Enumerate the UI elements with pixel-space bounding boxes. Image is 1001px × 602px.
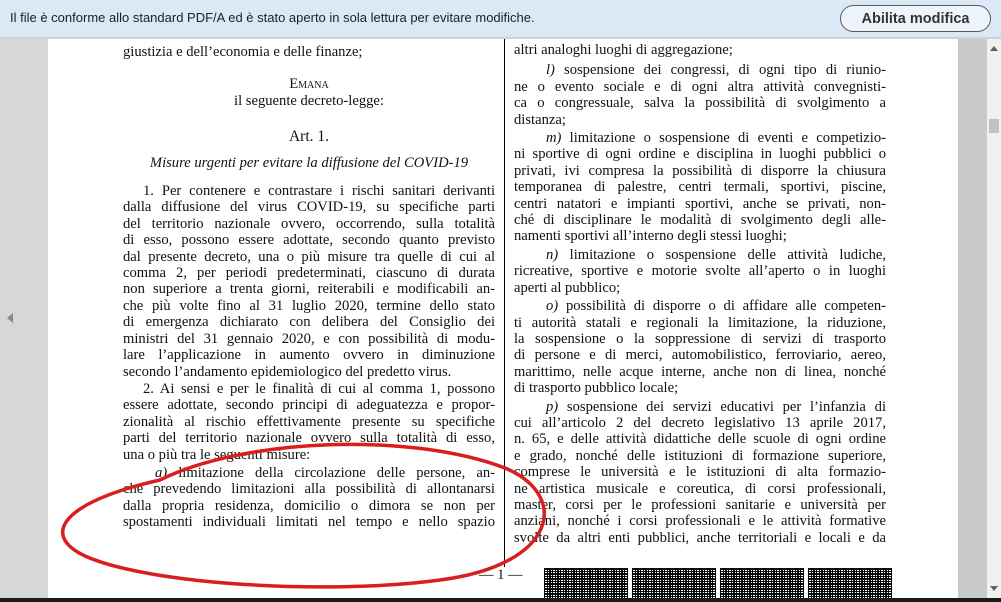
window-bottom-edge: [0, 598, 1001, 602]
item-a-line: spostamenti individuali limitati nel tempo e nello spazio: [123, 514, 495, 531]
previous-page-strip: [0, 39, 48, 602]
item-m-line: ché di disciplinare le modalità di svolgimento degli alle-: [514, 212, 886, 229]
p1-line: ministri del 31 gennaio 2020, e con possibilità di modu-: [123, 330, 495, 347]
next-page-strip: [958, 39, 987, 602]
datamatrix-code: [808, 568, 892, 602]
enable-editing-button[interactable]: Abilita modifica: [840, 5, 991, 32]
item-m-line: namenti sportivi all’interno degli stessi luoghi;: [514, 228, 787, 245]
notification-message: Il file è conforme allo standard PDF/A ed è stato aperto in sola lettura per evitare modifiche.: [10, 10, 535, 25]
p1-line: di emergenza dichiarato con delibera del Consiglio dei: [123, 314, 495, 331]
item-m-line: privati, ivi compresa la possibilità di disporre la chiusura: [514, 162, 886, 179]
item-n-line: aperti al pubblico;: [514, 279, 621, 296]
item-m-text: limitazione o sospensione di eventi e competizio-: [561, 130, 886, 147]
item-m-line: temporanea di palestre, centri termali, sportivi, piscine,: [514, 179, 886, 196]
p1-line: 1. Per contenere e contrastare i rischi sanitari derivanti: [143, 183, 495, 200]
p1-line: comma 2, per periodi predeterminati, ciascuno di durata: [123, 265, 495, 282]
paragraph-a: [123, 465, 495, 531]
p1-line: lare l’applicazione in aumento ovvero in diminuzione: [123, 347, 495, 364]
item-o-text: possibilità di disporre o di affidare alle competen-: [558, 298, 886, 315]
p1-line: secondo l’andamento epidemiologico del predetto virus.: [123, 363, 452, 380]
datamatrix-code: [544, 568, 628, 602]
item-p-line: cui all’articolo 2 del decreto legislativo 13 aprile 2017,: [514, 414, 886, 431]
item-p-text: sospensione dei servizi educativi per l’infanzia di: [558, 398, 886, 415]
p1-line: dalla diffusione del virus COVID-19, su specifiche parti: [123, 199, 495, 216]
item-l-line: ca o congressuale, salva la possibilità di svolgimento a: [514, 95, 886, 112]
item-m: [514, 130, 886, 245]
item-o-line: di trasporto pubblico locale;: [514, 380, 679, 397]
item-m-line: ni sportive di ogni ordine e disciplina in luoghi pubblici o: [514, 146, 886, 163]
item-a-line: [123, 465, 495, 481]
article-title: Art. 1.: [288, 128, 330, 146]
datamatrix-code: [632, 568, 716, 602]
item-o-letter: o): [546, 298, 559, 315]
item-p: [514, 399, 886, 547]
scroll-thumb[interactable]: [989, 119, 999, 133]
p1-line: non superiore a trenta giorni, reiterabili e modificabili an-: [123, 281, 495, 298]
p1-line: dal presente decreto, una o più misure tra quelle di cui al: [123, 248, 495, 265]
readonly-notification-bar: [0, 0, 1001, 38]
item-o-line: la sospensione o la soppressione di servizi di trasporto: [514, 330, 886, 347]
emana-heading: Emana: [289, 76, 329, 93]
p2-line: 2. Ai sensi e per le finalità di cui al comma 1, possono: [143, 380, 495, 397]
intro-line: giustizia e dell’economia e delle finanze;: [123, 44, 363, 60]
item-m-letter: m): [546, 130, 562, 147]
item-a-line: dalla propria residenza, domicilio o dimora se non per: [123, 497, 495, 514]
item-m-line: centri natatori e impianti sportivi, anche se privati, non-: [514, 195, 886, 212]
item-n-letter: n): [546, 246, 559, 263]
article-subtitle: Misure urgenti per evitare la diffusione del COVID-19: [149, 154, 469, 171]
document-page: [48, 39, 958, 602]
item-p-line: e grado, nonché delle istituzioni di formazione superiore,: [514, 447, 886, 464]
decreto-heading: il seguente decreto-legge:: [234, 92, 384, 109]
scroll-up-arrow-icon[interactable]: [990, 46, 998, 51]
item-o: [514, 298, 886, 396]
vertical-scrollbar[interactable]: [987, 39, 1001, 602]
item-a-letter: a): [155, 464, 168, 481]
item-l-letter: l): [546, 62, 555, 79]
item-n-text: limitazione o sospensione delle attività ludiche,: [558, 246, 886, 263]
item-a-line: che prevedendo limitazioni alla possibilità di allontanarsi: [123, 481, 495, 498]
item-p-line: n. 65, e delle attività didattiche delle scuole di ogni ordine: [514, 431, 886, 448]
right-top-line: altri analoghi luoghi di aggregazione;: [514, 42, 733, 58]
p2-line: essere adottate, secondo principi di adeguatezza e propor-: [123, 397, 495, 414]
previous-page-arrow-icon[interactable]: [7, 313, 13, 323]
item-o-line: ti autorità statali e regionali la limitazione, la riduzione,: [514, 314, 886, 331]
left-column: [123, 44, 495, 531]
p1-line: che più volte fino al 31 luglio 2020, termine dello stato: [123, 297, 495, 314]
item-l-line: distanza;: [514, 111, 566, 128]
item-p-line: comprese le università e le istituzioni di alta formazio-: [514, 464, 886, 481]
p2-line: una o più tra le seguenti misure:: [123, 446, 311, 463]
item-a-text: limitazione della circolazione delle persone, an-: [167, 464, 495, 481]
item-p-line: ne artistica musicale e coreutica, di corsi professionali,: [514, 480, 886, 497]
datamatrix-code: [720, 568, 804, 602]
item-l-text: sospensione dei congressi, di ogni tipo di riunio-: [554, 62, 886, 79]
item-n: [514, 247, 886, 296]
item-p-line: anziani, nonché i corsi professionali e le attività formative: [514, 513, 886, 530]
right-column: [514, 42, 886, 546]
paragraph-2: [123, 381, 495, 463]
page-number: — 1 —: [479, 567, 523, 583]
item-l-line: ne o evento sociale e di ogni altra attività convegnisti-: [514, 78, 886, 95]
column-divider: [504, 39, 505, 567]
item-o-line: di persone e di merci, automobilistico, ferroviario, aereo,: [514, 347, 886, 364]
paragraph-1: [123, 183, 495, 380]
item-p-line: master, corsi per le professioni sanitarie e università per: [514, 496, 886, 513]
p1-line: del territorio nazionale ovvero, occorrendo, sulla totalità: [123, 215, 495, 232]
item-o-line: marittimo, nelle acque interne, anche non di linea, nonché: [514, 363, 886, 380]
item-l: [514, 62, 886, 128]
item-p-line: svolte da altri enti pubblici, anche territoriali e locali e da: [514, 529, 886, 546]
item-n-line: ricreative, sportive e motorie svolte all’aperto o in luoghi: [514, 263, 886, 280]
p2-line: zionalità al rischio effettivamente presente su specifiche: [123, 413, 495, 430]
scroll-down-arrow-icon[interactable]: [990, 586, 998, 591]
p1-line: di esso, possono essere adottate, secondo quanto previsto: [123, 232, 495, 249]
p2-line: parti del territorio nazionale ovvero sulla totalità di esso,: [123, 430, 495, 447]
item-p-letter: p): [546, 398, 559, 415]
